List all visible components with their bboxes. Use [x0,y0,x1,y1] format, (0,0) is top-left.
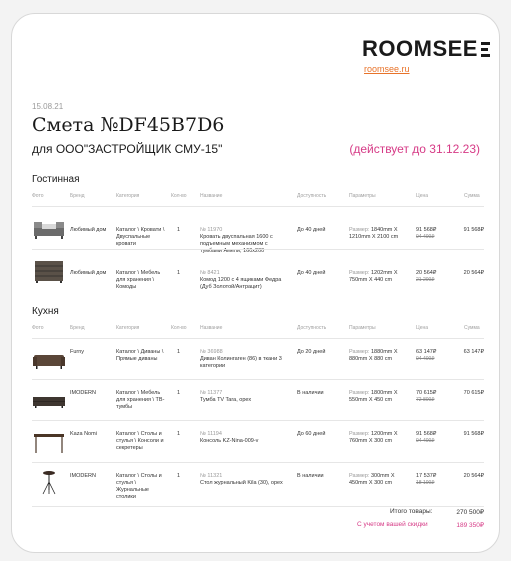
row-name[interactable]: Консоль KZ-Nina-009-v [200,438,259,444]
section-title-living-room: Гостинная [32,174,80,185]
row-category: Каталог \ Столы и стулья \ Журнальные столики [116,473,162,500]
row-brand: Furny [70,349,85,355]
row-availability: В наличии [297,473,324,479]
discount-value: 189 350₽ [456,522,484,529]
row-old-price: 94 400₽ [416,438,435,444]
row-category: Каталог \ Мебель для хранения \ Комоды [116,270,161,290]
row-old-price: 21 200₽ [416,277,435,283]
row-sku: № 11377 [200,390,223,396]
row-old-price: 72 800₽ [416,397,435,403]
row-sku: № 11194 [200,431,222,437]
tv-stand-icon [32,387,66,415]
col-category: Категория [116,193,140,199]
row-size-label: Размер: [349,227,370,233]
row-qty: 1 [177,270,181,276]
totals-divider [32,506,484,507]
row-size-label: Размер: [349,390,370,396]
col-qty: Кол-во [171,193,187,199]
row-size-label: Размер: [349,473,370,479]
row-sum: 20 564₽ [463,270,484,276]
coffee-table-icon [32,468,66,496]
section-title-kitchen: Кухня [32,306,59,317]
row-qty: 1 [177,227,181,233]
estimate-card [11,13,500,553]
table-row[interactable] [32,206,484,254]
col-price: Цена [416,325,429,331]
row-old-price: 18 100₽ [416,480,435,486]
row-brand: IMODERN [70,390,96,396]
row-size: 1800mm X 550mm X 450 cm [349,390,398,403]
valid-until: (действует до 31.12.23) [349,142,480,156]
row-availability: До 20 дней [297,349,326,355]
col-price: Цена [416,193,429,199]
table-row[interactable] [32,379,484,421]
brand-url-link[interactable]: roomsee.ru [364,64,410,74]
estimate-title: Смета №DF45B7D6 [32,114,225,136]
row-sum: 70 615₽ [463,390,484,396]
col-qty: Кол-во [171,325,187,331]
col-brand: Бренд [70,193,85,199]
row-size: 300mm X 450mm X 300 cm [349,473,395,486]
row-price: 70 615₽ 72 800₽ [416,390,437,403]
col-availability: Доступность [297,193,327,199]
col-photo: Фото [32,325,44,331]
row-size-label: Размер: [349,270,370,276]
col-photo: Фото [32,193,44,199]
row-sum: 63 147₽ [463,349,484,355]
row-availability: До 40 дней [297,227,326,233]
row-old-price: 94 400₽ [416,356,435,362]
table-row[interactable] [32,420,484,463]
table-row[interactable] [32,249,484,290]
row-price: 91 568₽ 94 400₽ [416,431,437,444]
row-name[interactable]: Диван Колингаген (86) в ткани 3 категории [200,356,282,369]
total-value: 270 500₽ [456,509,484,516]
col-availability: Доступность [297,325,327,331]
row-availability: В наличии [297,390,324,396]
discount-label: С учетом вашей скидки [357,521,428,528]
dresser-icon [32,257,66,285]
row-price: 17 537₽ 18 100₽ [416,473,437,486]
brand-name: ROOMSEE [362,36,490,62]
row-size-label: Размер: [349,431,370,437]
row-qty: 1 [177,390,181,396]
row-sum: 91 568₽ [463,431,484,437]
row-old-price: 94 400₽ [416,234,435,240]
col-name: Название [200,193,223,199]
row-availability: До 40 дней [297,270,326,276]
row-price: 91 568₽ 94 400₽ [416,227,437,240]
brand-logo[interactable] [362,36,490,74]
total-label: Итого товары: [390,508,433,515]
row-brand: Любимый дом [70,227,107,233]
row-sku: № 36988 [200,349,223,355]
table-header [32,193,484,205]
sofa-icon [32,346,66,374]
row-brand: Kaza Nomi [70,431,97,437]
row-sum: 91 568₽ [463,227,484,233]
row-size: 1880mm X 880mm X 880 cm [349,349,398,362]
col-name: Название [200,325,223,331]
console-icon [32,428,66,456]
row-category: Каталог \ Столы и стулья \ Консоли и секретеры [116,431,164,451]
row-size: 1200mm X 760mm X 300 cm [349,431,398,444]
row-sku: № 11970 [200,227,223,233]
row-sku: № 11321 [200,473,223,479]
row-size: 1202mm X 750mm X 440 cm [349,270,398,283]
table-row[interactable] [32,338,484,380]
row-name[interactable]: Тумба TV Tara, орех [200,397,252,403]
row-qty: 1 [177,349,181,355]
col-category: Категория [116,325,140,331]
col-params: Параметры [349,325,376,331]
col-sum: Сумма [464,325,480,331]
bed-icon [32,216,66,244]
row-size-label: Размер: [349,349,370,355]
row-category: Каталог \ Диваны \ Прямые диваны [116,349,164,362]
table-row[interactable] [32,462,484,507]
row-name[interactable]: Стол журнальный Kila (30), орех [200,480,283,486]
row-brand: Любимый дом [70,270,107,276]
row-qty: 1 [177,431,181,437]
col-params: Параметры [349,193,376,199]
col-sum: Сумма [464,193,480,199]
table-header [32,325,484,337]
row-price: 63 147₽ 94 400₽ [416,349,437,362]
logo-bars-icon [481,42,490,57]
row-name[interactable]: Кровать двуспальная 1600 с подъемным механизмом с тумбами Амели, 160х200 [200,234,273,254]
row-qty: 1 [177,473,181,479]
estimate-customer: для ООО"ЗАСТРОЙЩИК СМУ-15" [32,142,223,156]
row-availability: До 60 дней [297,431,326,437]
col-brand: Бренд [70,325,85,331]
row-category: Каталог \ Кровати \ Двуспальные кровати [116,227,165,247]
estimate-date: 15.08.21 [32,102,64,111]
row-size: 1840mm X 1210mm X 2100 cm [349,227,399,240]
row-name[interactable]: Комод 1200 с 4 ящиками Федра (Дуб Золотой/Антрацит) [200,277,282,290]
row-price: 20 564₽ 21 200₽ [416,270,437,283]
row-sum: 20 564₽ [463,473,484,479]
row-brand: IMODERN [70,473,96,479]
row-sku: № 8421 [200,270,220,276]
row-category: Каталог \ Мебель для хранения \ ТВ-тумбы [116,390,165,410]
